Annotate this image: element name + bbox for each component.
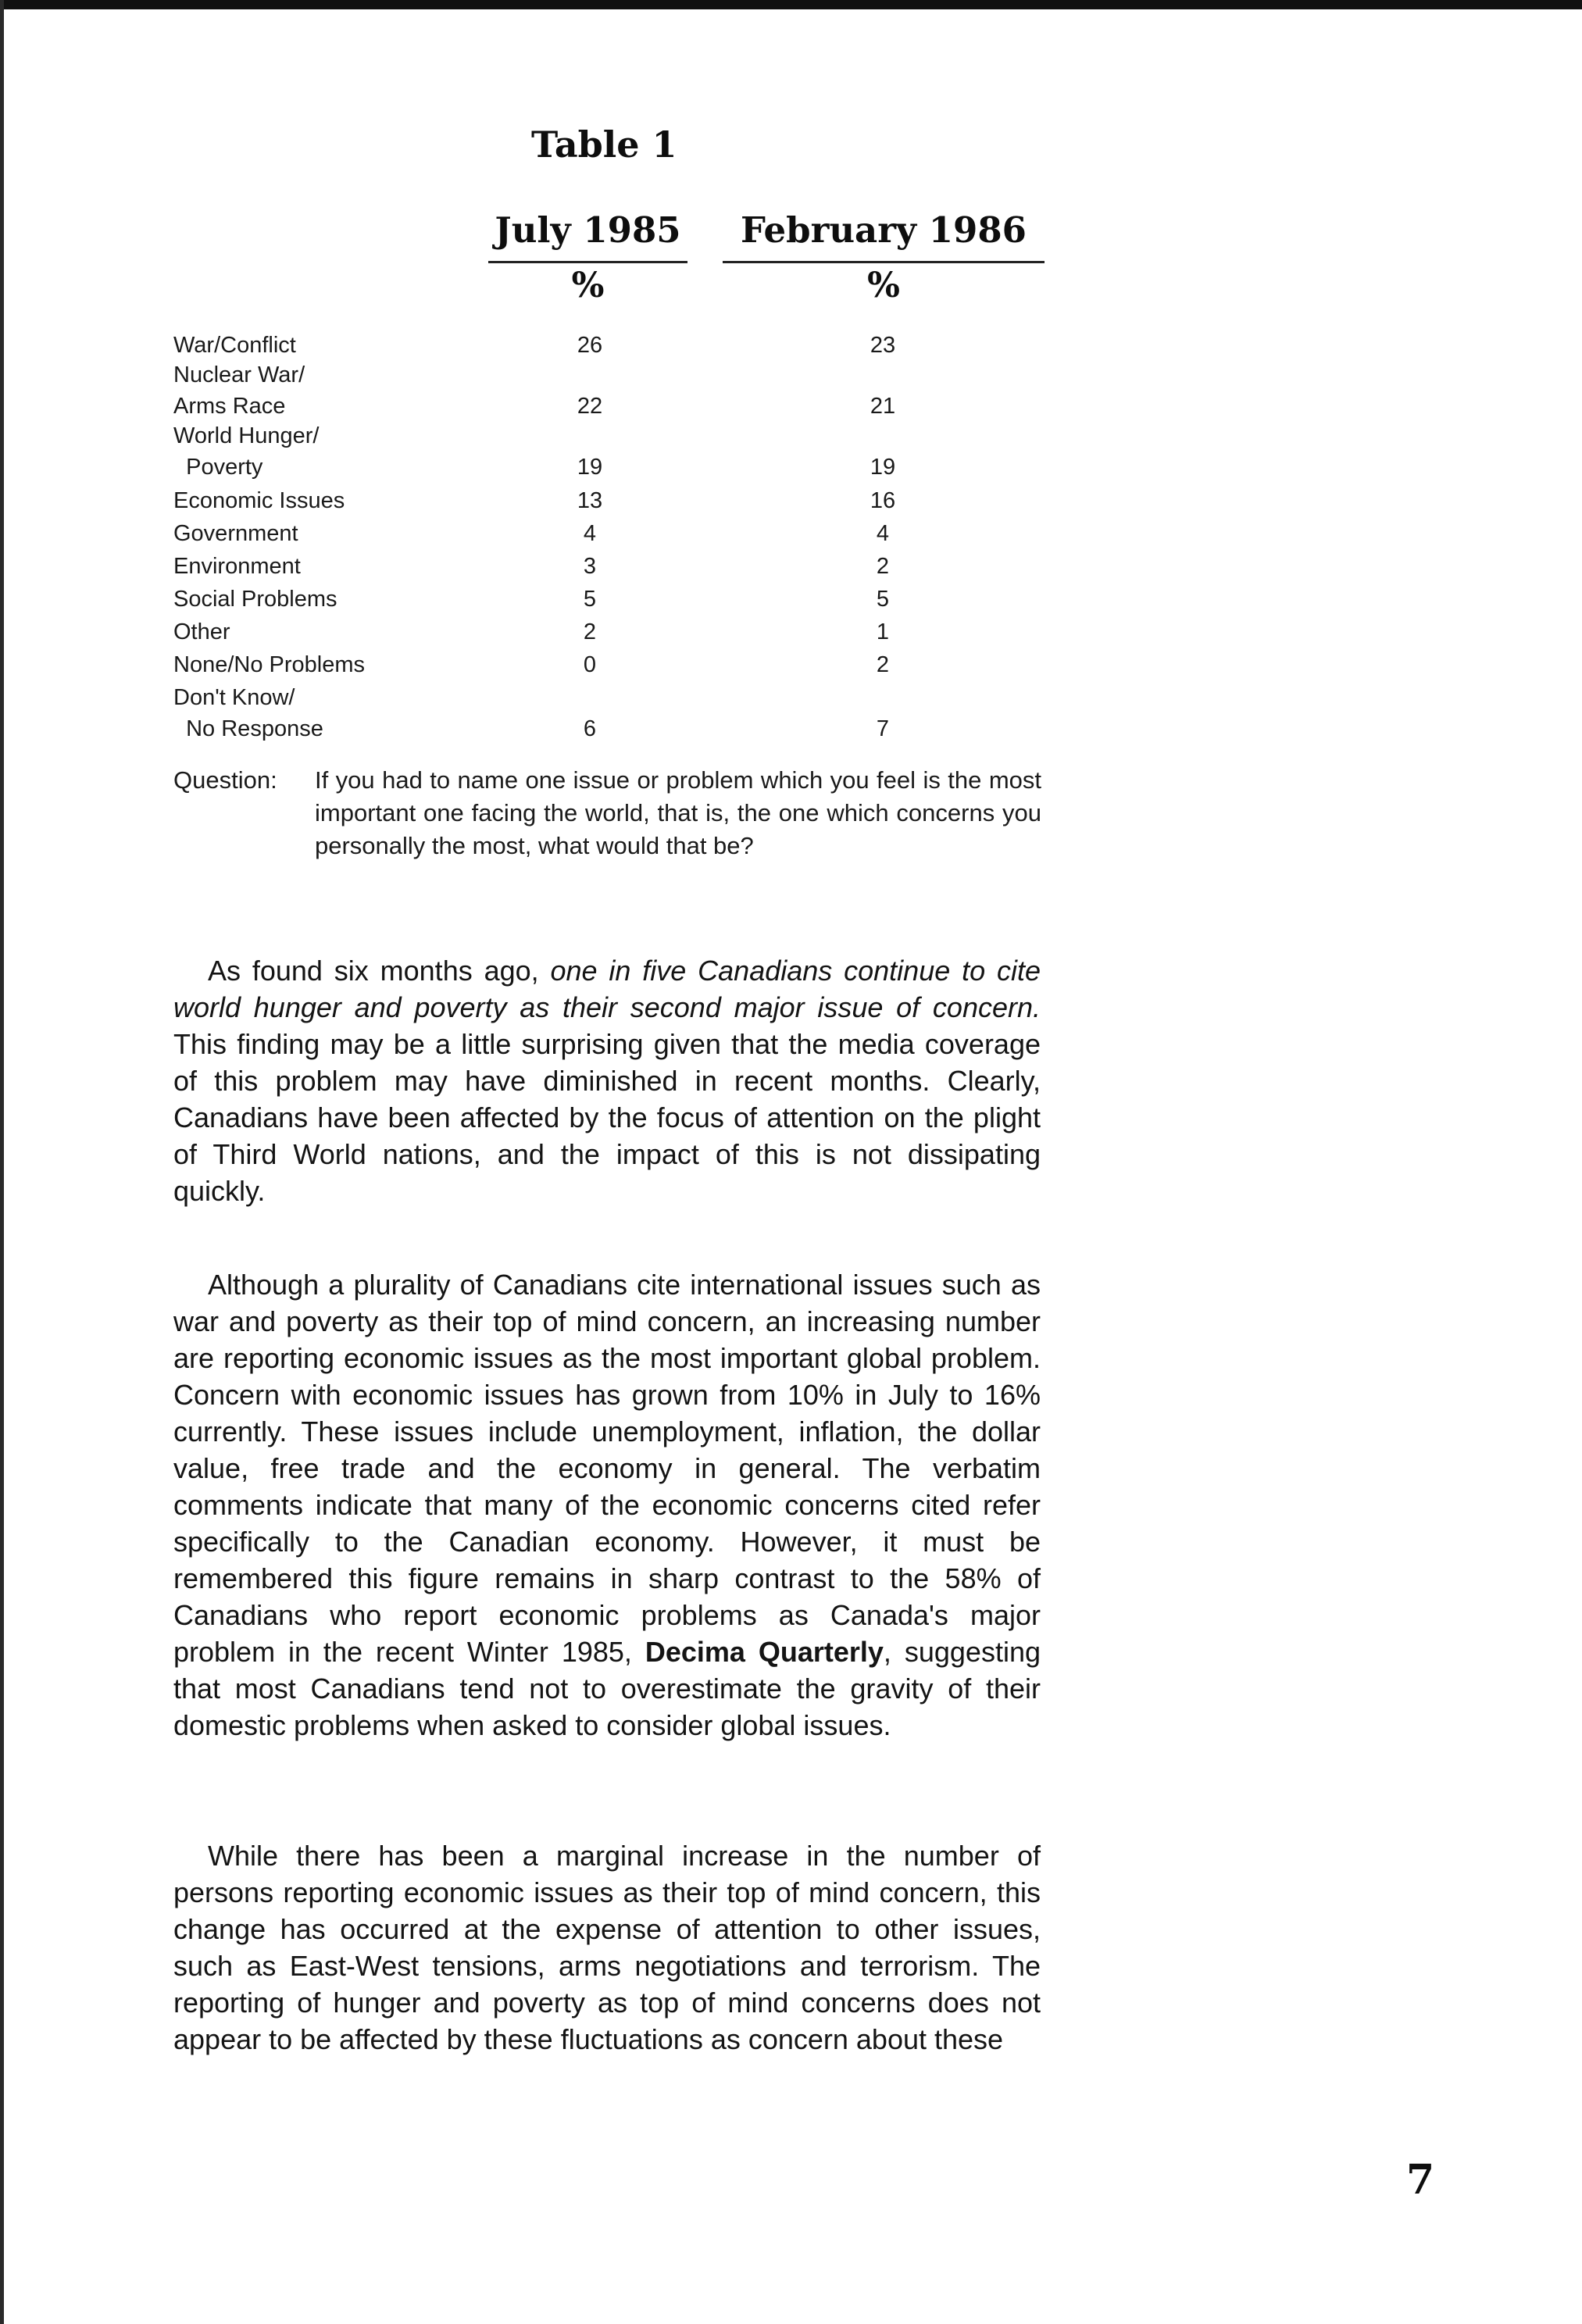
column-header-february-1986: February 1986 bbox=[741, 209, 1027, 251]
paragraph-text: As found six months ago, bbox=[208, 955, 551, 987]
table-row bbox=[0, 330, 1582, 361]
top-border bbox=[0, 0, 1582, 9]
value-february-1986: 19 bbox=[870, 455, 896, 480]
value-february-1986: 16 bbox=[870, 488, 896, 513]
unit-february-1986: % bbox=[867, 266, 900, 305]
row-label: None/No Problems bbox=[173, 652, 365, 677]
row-label: Other bbox=[173, 619, 230, 644]
value-february-1986: 23 bbox=[870, 333, 896, 358]
paragraph-text: This finding may be a little surprising given that the media coverage of this problem may have diminished in recent months. Clearly, Canadians have been affected by the focus of attention on the plight of Third World nations, and the impact of this is not dissipating quickly. bbox=[173, 1028, 1041, 1207]
value-july-1985: 3 bbox=[583, 554, 597, 579]
table-row bbox=[0, 485, 1582, 516]
unit-july-1985: % bbox=[571, 266, 605, 305]
row-label: Social Problems bbox=[173, 587, 337, 612]
table-row bbox=[0, 359, 1582, 422]
question-label: Question: bbox=[173, 766, 277, 794]
column-underline-july-1985 bbox=[488, 261, 687, 263]
value-february-1986: 1 bbox=[876, 619, 890, 644]
value-july-1985: 4 bbox=[583, 521, 597, 546]
paragraph-economic-issues bbox=[173, 1266, 1041, 1744]
value-july-1985: 5 bbox=[583, 587, 597, 612]
paragraph-marginal-increase: While there has been a marginal increase in the number of persons reporting economic issues as their top of mind concern, this change has occurred at the expense of attention to other issues, such as East-West tensions, arms negotiations and terrorism. The reporting of hunger and poverty as top of mind concerns does not appear to be affected by these fluctuations as concern about these bbox=[173, 1840, 1041, 2055]
value-february-1986: 21 bbox=[870, 394, 896, 419]
paragraph-emphasis: one in five Canadians continue to cite world hunger and poverty as their second major issue of concern. bbox=[173, 955, 1041, 1023]
row-label: Nuclear War/ Arms Race bbox=[173, 362, 305, 419]
value-july-1985: 2 bbox=[583, 619, 597, 644]
row-label: Government bbox=[173, 521, 298, 546]
row-label: Economic Issues bbox=[173, 488, 345, 513]
table-row bbox=[0, 682, 1582, 744]
value-february-1986: 2 bbox=[876, 652, 890, 677]
value-july-1985: 0 bbox=[583, 652, 597, 677]
table-title: Table 1 bbox=[531, 123, 677, 166]
paragraph-text: , suggesting that most Canadians tend not to overestimate the gravity of their domestic problems when asked to consider global issues. bbox=[173, 1636, 1041, 1741]
value-july-1985: 13 bbox=[577, 488, 603, 513]
paragraph-hunger-poverty bbox=[173, 952, 1041, 1209]
question-text: If you had to name one issue or problem which you feel is the most important one facing the world, that is, the one which concerns you personally the most, what would that be? bbox=[315, 766, 1041, 859]
row-label: Don't Know/ No Response bbox=[173, 685, 323, 741]
value-july-1985: 26 bbox=[577, 333, 603, 358]
value-february-1986: 5 bbox=[876, 587, 890, 612]
value-july-1985: 22 bbox=[577, 394, 603, 419]
value-february-1986: 2 bbox=[876, 554, 890, 579]
publication-title: Decima Quarterly bbox=[645, 1636, 884, 1668]
value-july-1985: 6 bbox=[583, 716, 597, 741]
paragraph-text: Although a plurality of Canadians cite international issues such as war and poverty as their top of mind concern, an increasing number are reporting economic issues as the most important global problem. Concern with economic issues has grown from 10% in July to 16% currently. These issues include unemployment, inflation, the dollar value, free trade and the economy in general. The verbatim comments indicate that many of the economic concerns cited refer specifically to the Canadian economy. However, it must be remembered this figure remains in sharp contrast to the 58% of Canadians who report economic problems as Canada's major problem in the recent Winter 1985, bbox=[173, 1269, 1041, 1668]
row-label: Environment bbox=[173, 554, 301, 579]
value-july-1985: 19 bbox=[577, 455, 603, 480]
column-header-july-1985: July 1985 bbox=[495, 209, 681, 251]
table-row bbox=[0, 551, 1582, 582]
table-row bbox=[0, 420, 1582, 483]
row-label: War/Conflict bbox=[173, 333, 296, 358]
column-underline-february-1986 bbox=[723, 261, 1045, 263]
table-row bbox=[0, 584, 1582, 615]
value-february-1986: 4 bbox=[876, 521, 890, 546]
table-row bbox=[0, 649, 1582, 680]
page-number: 7 bbox=[1406, 2156, 1435, 2204]
value-february-1986: 7 bbox=[876, 716, 890, 741]
row-label: World Hunger/ Poverty bbox=[173, 423, 320, 480]
table-row bbox=[0, 616, 1582, 648]
table-row bbox=[0, 518, 1582, 549]
